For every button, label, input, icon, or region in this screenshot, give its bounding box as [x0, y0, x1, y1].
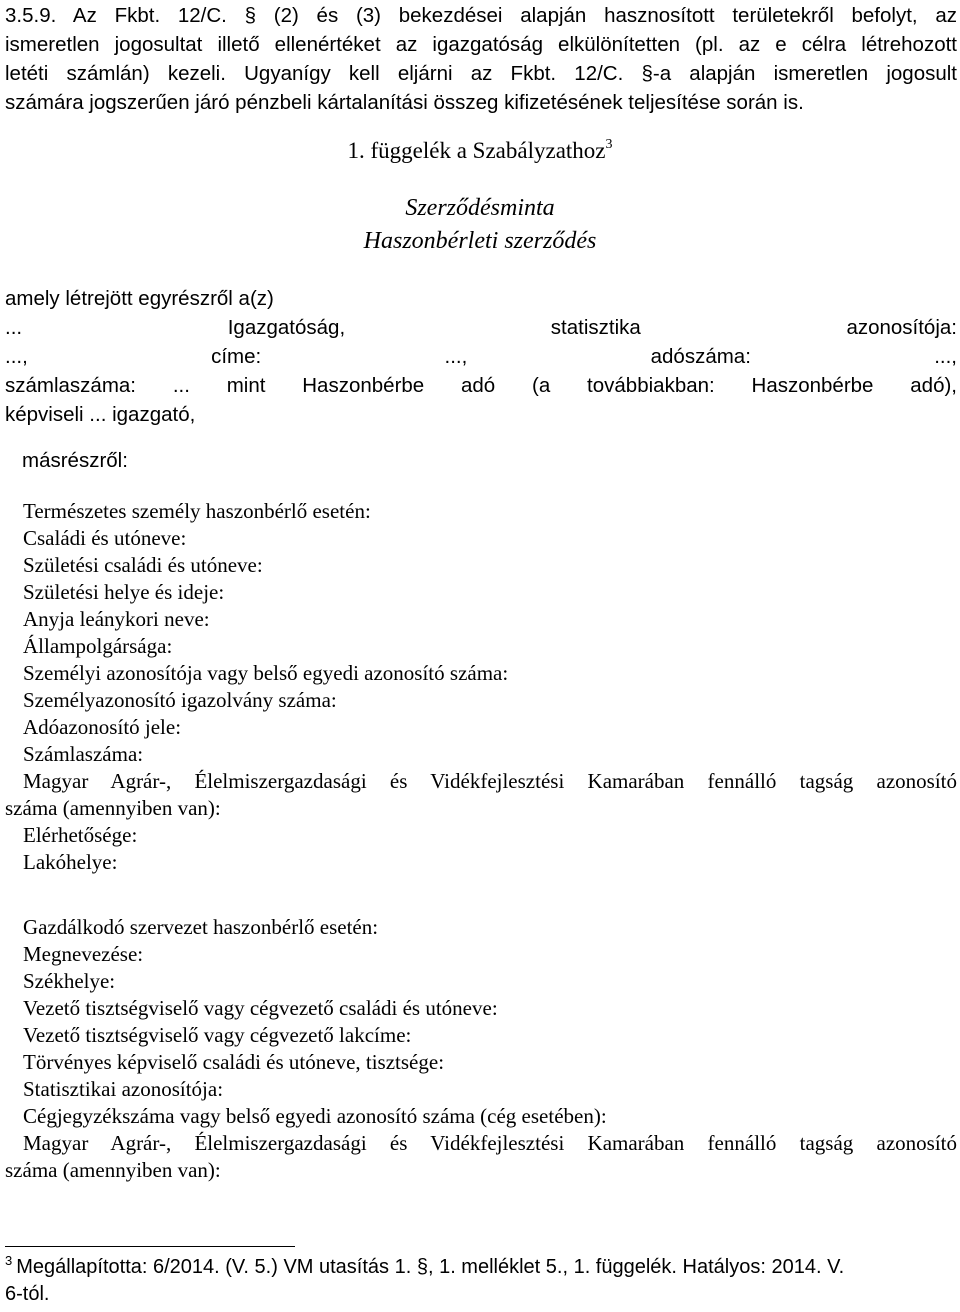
appendix-title-text: 1. függelék a Szabályzathoz	[347, 138, 606, 163]
natural-person-section	[5, 498, 957, 876]
form-field-label: Megnevezése:	[23, 942, 144, 966]
intro-line: ismeretlen jogosultat illető ellenértéket az igazgatóság elkülönítetten (pl. az e célra létrehozott	[5, 33, 957, 56]
parties-line: ..., címe: ..., adószáma: ...,	[5, 345, 957, 368]
form-field-label: Állampolgársága:	[23, 634, 173, 658]
form-field-label: Adóazonosító jele:	[23, 715, 182, 739]
form-field-label: Törvényes képviselő családi és utóneve, tisztsége:	[23, 1050, 445, 1074]
form-field-label: Vezető tisztségviselő vagy cégvezető családi és utóneve:	[23, 996, 498, 1020]
footnote-reference[interactable]: 3	[605, 137, 613, 152]
chamber-field-line: száma (amennyiben van):	[5, 796, 221, 820]
intro-paragraph	[5, 1, 957, 117]
chamber-membership-field	[5, 768, 957, 822]
sample-heading: Szerződésminta	[405, 195, 555, 221]
footnote	[5, 1254, 955, 1308]
form-field-label: Anyja leánykori neve:	[23, 607, 210, 631]
section-heading: Természetes személy haszonbérlő esetén:	[23, 499, 371, 523]
intro-line: számára jogszerűen járó pénzbeli kártalanítási összeg kifizetésének teljesítése során is.	[5, 91, 804, 114]
footnote-number: 3	[5, 1253, 13, 1268]
chamber-membership-field	[5, 1130, 957, 1184]
form-field-label: Elérhetősége:	[23, 823, 138, 847]
form-field-label: Születési helye és ideje:	[23, 580, 225, 604]
form-field-label: Vezető tisztségviselő vagy cégvezető lakcíme:	[23, 1023, 412, 1047]
organization-section	[5, 914, 957, 1184]
form-field-label: Cégjegyzékszáma vagy belső egyedi azonosító száma (cég esetében):	[23, 1104, 607, 1128]
parties-line: számlaszáma: ... mint Haszonbérbe adó (a továbbiakban: Haszonbérbe adó),	[5, 374, 957, 397]
form-field-label: Székhelye:	[23, 969, 116, 993]
intro-line: 3.5.9. Az Fkbt. 12/C. § (2) és (3) bekezdései alapján hasznosított területekről befolyt, az	[5, 4, 957, 27]
footnote-text-continued: 6-tól.	[5, 1283, 50, 1305]
contract-title: Haszonbérleti szerződés	[363, 228, 597, 254]
chamber-field-line: Magyar Agrár-, Élelmiszergazdasági és Vidékfejlesztési Kamarában fennálló tagság azonosító	[23, 1131, 957, 1155]
intro-line: letéti számlán) kezeli. Ugyanígy kell eljárni az Fkbt. 12/C. §-a alapján ismeretlen jogosult	[5, 62, 957, 85]
chamber-field-line: száma (amennyiben van):	[5, 1158, 221, 1182]
form-field-label: Számlaszáma:	[23, 742, 144, 766]
form-field-label: Születési családi és utóneve:	[23, 553, 263, 577]
form-field-label: Statisztikai azonosítója:	[23, 1077, 224, 1101]
parties-line: képviseli ... igazgató,	[5, 403, 196, 426]
footnote-separator	[5, 1246, 295, 1247]
footnote-text: Megállapította: 6/2014. (V. 5.) VM utasítás 1. §, 1. melléklet 5., 1. függelék. Hatályos: 2014. V.	[16, 1256, 845, 1278]
form-field-label: Személyi azonosítója vagy belső egyedi azonosító száma:	[23, 661, 509, 685]
parties-line: ... Igazgatóság, statisztika azonosítója:	[5, 316, 957, 339]
parties-paragraph	[5, 284, 957, 429]
other-party-label: másrészről:	[22, 449, 128, 472]
parties-line: amely létrejött egyrészről a(z)	[5, 287, 274, 310]
appendix-title	[0, 136, 960, 166]
chamber-field-line: Magyar Agrár-, Élelmiszergazdasági és Vidékfejlesztési Kamarában fennálló tagság azonosító	[23, 769, 957, 793]
section-heading: Gazdálkodó szervezet haszonbérlő esetén:	[23, 915, 379, 939]
form-field-label: Lakóhelye:	[23, 850, 118, 874]
form-field-label: Személyazonosító igazolvány száma:	[23, 688, 337, 712]
form-field-label: Családi és utóneve:	[23, 526, 187, 550]
